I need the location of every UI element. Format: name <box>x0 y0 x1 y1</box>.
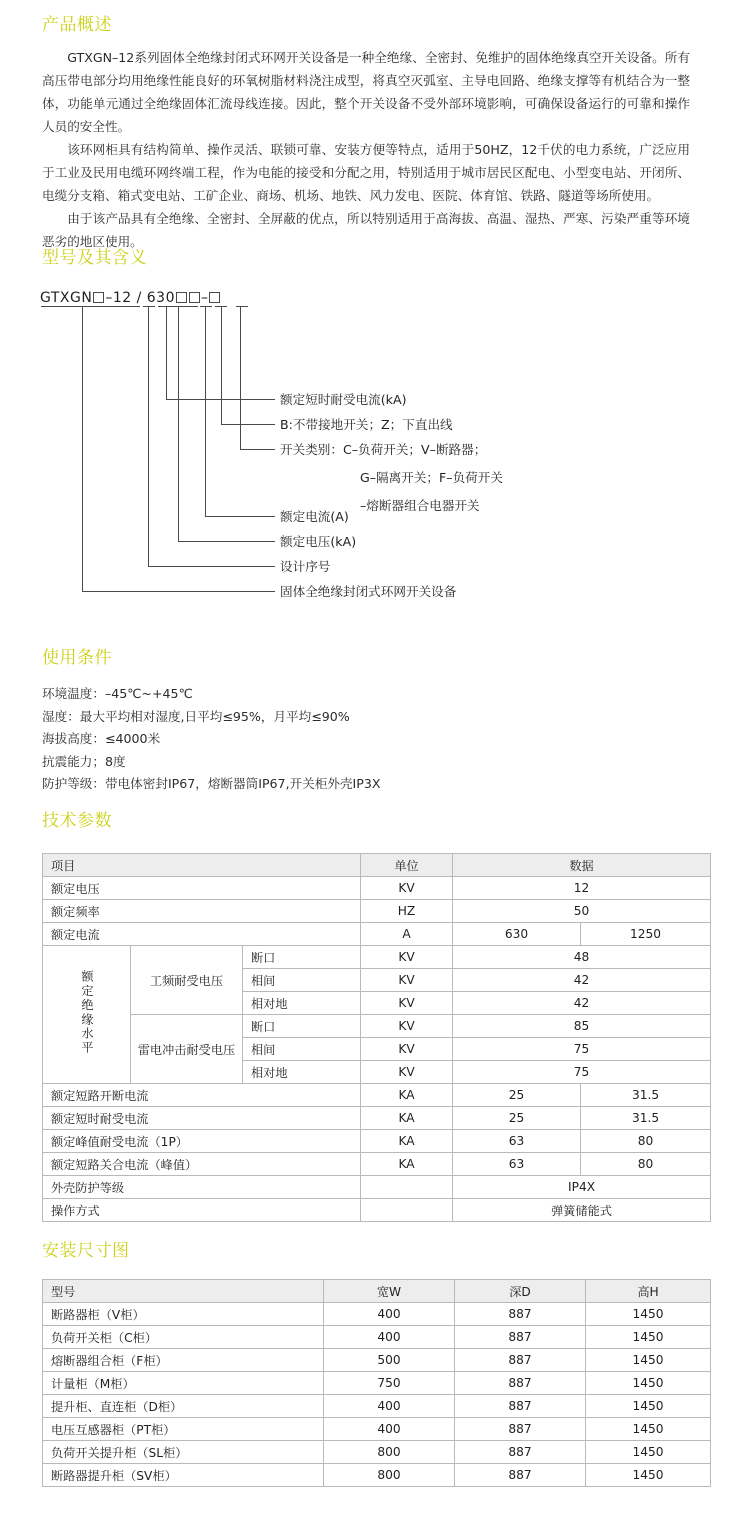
dim-cell-model: 计量柜（M柜） <box>43 1372 324 1395</box>
tech-cell-sub: 相间 <box>243 1038 361 1061</box>
tech-cell-item: 操作方式 <box>43 1199 361 1222</box>
table-header-row <box>43 854 711 877</box>
tech-cell-sub: 相对地 <box>243 1061 361 1084</box>
table-row <box>43 923 711 946</box>
tech-cell-lightning-impulse: 雷电冲击耐受电压 <box>131 1015 243 1084</box>
dim-cell-width: 400 <box>324 1418 455 1441</box>
dim-cell-model: 熔断器组合柜（F柜） <box>43 1349 324 1372</box>
dim-cell-depth: 887 <box>455 1303 586 1326</box>
tech-cell-data-1: 63 <box>453 1153 581 1176</box>
model-code-prefix: GTXGN <box>40 290 93 306</box>
dim-cell-depth: 887 <box>455 1372 586 1395</box>
tech-cell-data: 50 <box>453 900 711 923</box>
table-row <box>43 946 711 969</box>
tech-cell-data-2: 31.5 <box>581 1084 711 1107</box>
condition-item-humidity: 湿度：最大平均相对湿度,日平均≤95%，月平均≤90% <box>42 708 350 724</box>
model-designation-diagram <box>0 288 729 618</box>
dim-cell-height: 1450 <box>586 1326 711 1349</box>
tech-cell-data-2: 31.5 <box>581 1107 711 1130</box>
tech-cell-unit: KA <box>361 1084 453 1107</box>
tech-cell-unit: KV <box>361 992 453 1015</box>
dim-cell-width: 400 <box>324 1326 455 1349</box>
dim-cell-depth: 887 <box>455 1326 586 1349</box>
model-label-switch-category-line2: G–隔离开关；F–负荷开关 <box>360 470 503 485</box>
table-row <box>43 1084 711 1107</box>
model-label-rated-current: 额定电流(A) <box>280 509 349 524</box>
tech-cell-item: 额定频率 <box>43 900 361 923</box>
tech-cell-unit: KV <box>361 946 453 969</box>
tech-cell-power-frequency: 工频耐受电压 <box>131 946 243 1015</box>
tech-cell-item: 额定峰值耐受电流（1P） <box>43 1130 361 1153</box>
dim-cell-width: 750 <box>324 1372 455 1395</box>
tech-cell-unit: A <box>361 923 453 946</box>
dim-cell-depth: 887 <box>455 1464 586 1487</box>
tech-cell-item: 额定电压 <box>43 877 361 900</box>
model-label-switch-category-line3: –熔断器组合电器开关 <box>360 498 480 513</box>
model-label-earthing-switch: B:不带接地开关；Z；下直出线 <box>280 417 453 432</box>
dim-cell-width: 500 <box>324 1349 455 1372</box>
dim-header-model: 型号 <box>43 1280 324 1303</box>
tech-cell-data-2: 80 <box>581 1153 711 1176</box>
installation-dimensions-table <box>42 1279 711 1487</box>
dim-cell-model: 断路器柜（V柜） <box>43 1303 324 1326</box>
condition-item-seismic: 抗震能力；8度 <box>42 753 126 769</box>
table-row <box>43 1107 711 1130</box>
tech-cell-item: 外壳防护等级 <box>43 1176 361 1199</box>
tech-cell-unit: KA <box>361 1130 453 1153</box>
dim-cell-height: 1450 <box>586 1303 711 1326</box>
tech-cell-data-1: 25 <box>453 1084 581 1107</box>
dim-header-width: 宽W <box>324 1280 455 1303</box>
table-header-row <box>43 1280 711 1303</box>
tech-cell-sub: 相间 <box>243 969 361 992</box>
tech-cell-item: 额定短时耐受电流 <box>43 1107 361 1130</box>
overview-paragraph: 由于该产品具有全绝缘、全密封、全屏蔽的优点，所以特别适用于高海拔、高温、湿热、严寒、污染严重等环境恶劣的地区使用。 <box>42 211 690 249</box>
table-row <box>43 1176 711 1199</box>
dim-cell-model: 电压互感器柜（PT柜） <box>43 1418 324 1441</box>
dim-cell-height: 1450 <box>586 1418 711 1441</box>
insulation-level-vertical-text: 额定绝缘水平 <box>80 970 94 1056</box>
table-row <box>43 1349 711 1372</box>
tech-cell-insulation-level <box>43 946 131 1084</box>
dim-cell-height: 1450 <box>586 1464 711 1487</box>
tech-cell-unit: KV <box>361 1061 453 1084</box>
dim-cell-depth: 887 <box>455 1441 586 1464</box>
condition-item-temperature: 环境温度：–45℃~+45℃ <box>42 686 193 701</box>
condition-item-altitude: 海拔高度：≤4000米 <box>42 731 161 746</box>
tech-cell-data: 弹簧储能式 <box>453 1199 711 1222</box>
model-label-switch-category: 开关类别：C–负荷开关；V–断路器； <box>280 442 487 457</box>
dim-header-height: 高H <box>586 1280 711 1303</box>
table-row <box>43 1326 711 1349</box>
model-label-product-type: 固体全绝缘封闭式环网开关设备 <box>280 584 457 599</box>
table-row <box>43 1441 711 1464</box>
tech-cell-data: 42 <box>453 992 711 1015</box>
tech-cell-sub: 相对地 <box>243 992 361 1015</box>
table-row <box>43 1130 711 1153</box>
model-code-mid: –12 / 630 <box>105 290 175 306</box>
dim-cell-width: 800 <box>324 1441 455 1464</box>
tech-cell-item: 额定电流 <box>43 923 361 946</box>
tech-cell-item: 额定短路关合电流（峰值） <box>43 1153 361 1176</box>
tech-cell-unit: KV <box>361 1015 453 1038</box>
table-row <box>43 1464 711 1487</box>
dim-cell-height: 1450 <box>586 1395 711 1418</box>
tech-parameters-table <box>42 853 711 1222</box>
model-code-dash: – <box>200 290 209 306</box>
section-heading-conditions: 使用条件 <box>42 648 112 668</box>
overview-paragraph: 该环网柜具有结构简单、操作灵活、联锁可靠、安装方便等特点，适用于50HZ，12千伏的电力系统，广泛应用于工业及民用电缆环网终端工程，作为电能的接受和分配之用，特别适用于城市居民区配电、小型变电站、开闭所、电缆分支箱、箱式变电站、工矿企业、商场、机场、地铁、风力发电、医院、体育馆、铁路、隧道等场所使用。 <box>42 142 690 203</box>
overview-body <box>42 46 690 253</box>
dim-cell-height: 1450 <box>586 1372 711 1395</box>
section-heading-dimensions: 安装尺寸图 <box>42 1241 130 1261</box>
dim-cell-model: 负荷开关提升柜（SL柜） <box>43 1441 324 1464</box>
table-row <box>43 1395 711 1418</box>
tech-cell-item: 额定短路开断电流 <box>43 1084 361 1107</box>
tech-cell-data-2: 80 <box>581 1130 711 1153</box>
tech-cell-sub: 断口 <box>243 1015 361 1038</box>
dim-cell-depth: 887 <box>455 1349 586 1372</box>
dim-cell-depth: 887 <box>455 1395 586 1418</box>
tech-cell-data: 85 <box>453 1015 711 1038</box>
tech-cell-unit: KA <box>361 1107 453 1130</box>
tech-cell-data-1: 63 <box>453 1130 581 1153</box>
tech-cell-unit: HZ <box>361 900 453 923</box>
dim-cell-width: 400 <box>324 1395 455 1418</box>
tech-header-data: 数据 <box>453 854 711 877</box>
tech-cell-unit: KV <box>361 969 453 992</box>
condition-item-protection: 防护等级：带电体密封IP67，熔断器筒IP67,开关柜外壳IP3X <box>42 776 381 791</box>
tech-cell-data: 75 <box>453 1061 711 1084</box>
conditions-list <box>42 683 682 796</box>
tech-cell-data: 42 <box>453 969 711 992</box>
table-row <box>43 1015 711 1038</box>
dim-table-body <box>43 1303 711 1487</box>
model-label-short-time-current: 额定短时耐受电流(kA) <box>280 392 407 407</box>
section-heading-overview: 产品概述 <box>42 15 112 35</box>
dim-cell-model: 断路器提升柜（SV柜） <box>43 1464 324 1487</box>
dim-header-depth: 深D <box>455 1280 586 1303</box>
table-row <box>43 1372 711 1395</box>
table-row <box>43 877 711 900</box>
section-heading-model: 型号及其含义 <box>42 248 147 268</box>
model-label-rated-voltage: 额定电压(kA) <box>280 534 357 549</box>
dim-cell-height: 1450 <box>586 1441 711 1464</box>
table-row <box>43 1153 711 1176</box>
dim-cell-depth: 887 <box>455 1418 586 1441</box>
dim-cell-height: 1450 <box>586 1349 711 1372</box>
tech-cell-sub: 断口 <box>243 946 361 969</box>
tech-cell-data-1250: 1250 <box>581 923 711 946</box>
overview-paragraph: GTXGN–12系列固体全绝缘封闭式环网开关设备是一种全绝缘、全密封、免维护的固体绝缘真空开关设备。所有高压带电部分均用绝缘性能良好的环氧树脂材料浇注成型，将真空灭弧室、主导电回路、绝缘支撑等有机结合为一整体，功能单元通过全绝缘固体汇流母线连接。因此，整个开关设备不受外部环境影响，可确保设备运行的可靠和操作人员的安全性。 <box>42 50 690 134</box>
table-row <box>43 1303 711 1326</box>
dim-cell-model: 提升柜、直连柜（D柜） <box>43 1395 324 1418</box>
model-label-design-serial: 设计序号 <box>280 559 331 574</box>
section-heading-tech: 技术参数 <box>42 811 112 831</box>
tech-cell-data-1: 25 <box>453 1107 581 1130</box>
tech-cell-unit: KA <box>361 1153 453 1176</box>
tech-cell-data: IP4X <box>453 1176 711 1199</box>
tech-cell-data: 75 <box>453 1038 711 1061</box>
tech-cell-data: 48 <box>453 946 711 969</box>
tech-header-item: 项目 <box>43 854 361 877</box>
dim-cell-width: 400 <box>324 1303 455 1326</box>
tech-cell-unit: KV <box>361 877 453 900</box>
tech-cell-data: 12 <box>453 877 711 900</box>
tech-cell-unit <box>361 1176 453 1199</box>
tech-cell-unit <box>361 1199 453 1222</box>
dim-cell-model: 负荷开关柜（C柜） <box>43 1326 324 1349</box>
tech-cell-unit: KV <box>361 1038 453 1061</box>
table-row <box>43 1418 711 1441</box>
table-row <box>43 1199 711 1222</box>
table-row <box>43 900 711 923</box>
tech-header-unit: 单位 <box>361 854 453 877</box>
tech-cell-data-630: 630 <box>453 923 581 946</box>
dim-cell-width: 800 <box>324 1464 455 1487</box>
